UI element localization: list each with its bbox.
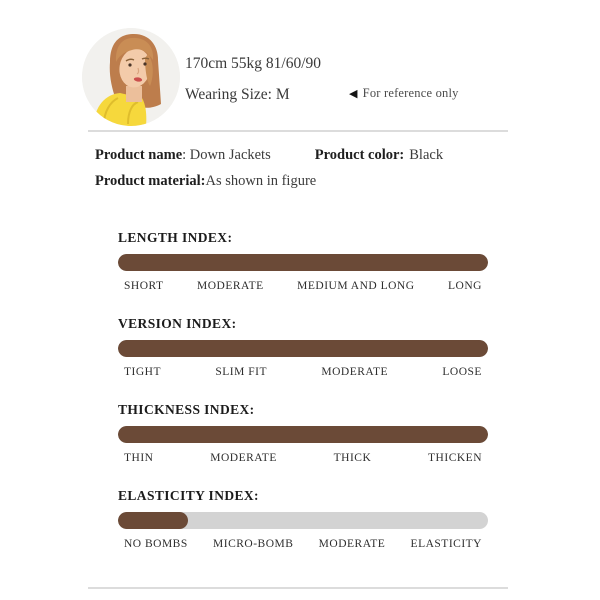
version-index-bar-fill xyxy=(118,340,488,357)
thickness-index-section xyxy=(118,403,488,465)
scale-label: MEDIUM AND LONG xyxy=(297,280,415,292)
reference-note-label: For reference only xyxy=(362,86,459,100)
scale-label: THICKEN xyxy=(428,452,482,464)
scale-label: THICK xyxy=(333,452,372,464)
product-color-value: Black xyxy=(409,147,444,163)
scale-label: MICRO-BOMB xyxy=(213,538,294,550)
reference-note xyxy=(349,86,459,101)
scale-label: TIGHT xyxy=(124,366,161,378)
scale-label: SLIM FIT xyxy=(215,366,267,378)
product-info xyxy=(95,146,525,190)
scale-label: MODERATE xyxy=(210,452,277,464)
wearing-size: Wearing Size: M xyxy=(185,86,290,103)
scale-label: ELASTICITY xyxy=(410,538,482,550)
elasticity-index-bar xyxy=(118,512,488,529)
scale-label: MODERATE xyxy=(197,280,264,292)
product-name-value: : Down Jackets xyxy=(182,147,271,163)
version-index-section xyxy=(118,317,488,379)
elasticity-index-section xyxy=(118,489,488,551)
length-index-bar-fill xyxy=(118,254,488,271)
scale-label: LONG xyxy=(448,280,482,292)
elasticity-index-bar-fill xyxy=(118,512,188,529)
scale-label: LOOSE xyxy=(442,366,482,378)
product-name-label: Product name xyxy=(95,147,183,163)
thickness-index-bar-fill xyxy=(118,426,488,443)
thickness-index-bar xyxy=(118,426,488,443)
top-divider xyxy=(88,130,508,132)
length-index-bar xyxy=(118,254,488,271)
product-material-label: Product material: xyxy=(95,173,206,189)
elasticity-index-labels xyxy=(118,538,488,551)
scale-label: MODERATE xyxy=(318,538,386,550)
model-stats: 170cm 55kg 81/60/90 xyxy=(185,55,322,72)
length-index-title: LENGTH INDEX: xyxy=(118,230,233,245)
elasticity-index-title: ELASTICITY INDEX: xyxy=(118,488,259,503)
product-material-value: As shown in figure xyxy=(205,173,317,189)
thickness-index-title: THICKNESS INDEX: xyxy=(118,402,255,417)
product-color-label: Product color: xyxy=(314,147,405,163)
product-info-row-1 xyxy=(95,146,525,164)
scale-label: SHORT xyxy=(124,280,164,292)
left-triangle-icon: ◀ xyxy=(349,88,358,100)
version-index-title: VERSION INDEX: xyxy=(118,316,237,331)
product-info-row-2 xyxy=(95,172,525,190)
model-info xyxy=(185,55,321,103)
scale-label: NO BOMBS xyxy=(124,538,188,550)
length-index-section xyxy=(118,231,488,293)
model-avatar xyxy=(82,28,180,126)
model-photo-icon xyxy=(82,28,180,126)
version-index-labels xyxy=(118,366,488,379)
bottom-divider xyxy=(88,587,508,589)
thickness-index-labels xyxy=(118,452,488,465)
length-index-labels xyxy=(118,280,488,293)
version-index-bar xyxy=(118,340,488,357)
index-sections xyxy=(118,231,488,575)
scale-label: MODERATE xyxy=(321,366,389,378)
scale-label: THIN xyxy=(124,452,154,464)
